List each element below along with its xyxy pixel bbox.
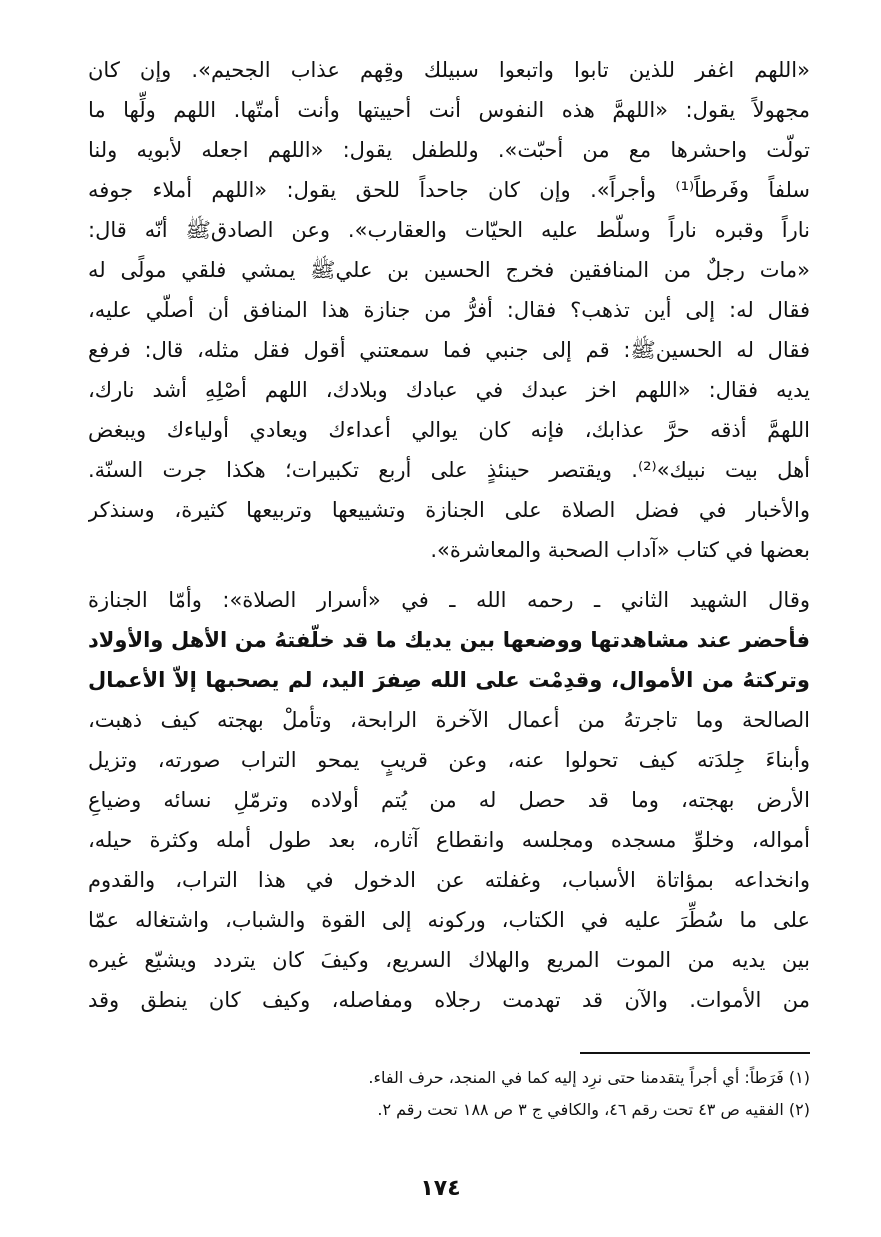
text-line: فقال له: إلى أين تذهب؟ فقال: أفرُّ من جنازة هذا المنافق أن أصلّي عليه،	[88, 298, 810, 322]
text-line: أمواله، وخلوِّ مسجده ومجلسه وانقطاع آثاره، بعد طول أمله وكثرة حيله،	[88, 828, 810, 852]
page-number: ١٧٤	[420, 1176, 461, 1201]
text-line: سلفاً وفَرطاً⁽¹⁾ وأجراً». وإن كان جاحداً للحق يقول: «اللهم أملاء جوفه	[88, 178, 810, 202]
text-line: تولّت واحشرها مع من أحبّت». وللطفل يقول: «اللهم اجعله لأبويه ولنا	[88, 138, 810, 162]
text-line: وانخداعه بمؤاتاة الأسباب، وغفلته عن الدخول في هذا التراب، والقدوم	[88, 868, 810, 892]
text-line: «اللهم اغفر للذين تابوا واتبعوا سبيلك وقِهم عذاب الجحيم». وإن كان	[88, 58, 810, 82]
text-line-bold: فأحضر عند مشاهدتها ووضعها بين يديك ما قد خلّفتهُ من الأهل والأولاد	[88, 628, 810, 652]
text-line: على ما سُطِّرَ عليه في الكتاب، وركونه إلى القوة والشباب، واشتغاله عمّا	[88, 908, 810, 932]
text-line: وأبناءَ جِلدَته كيف تحولوا عنه، وعن قريبٍ يمحو التراب صورته، وتزيل	[88, 748, 810, 772]
footnote-1: (١) فَرَطاً: أي أجراً يتقدمنا حتى نرِد إليه كما في المنجد، حرف الفاء.	[368, 1068, 810, 1087]
text-line: مجهولاً يقول: «اللهمَّ هذه النفوس أنت أحييتها وأنت أمتّها. اللهم ولِّها ما	[88, 98, 810, 122]
text-line: أهل بيت نبيك»⁽²⁾. ويقتصر حينئذٍ على أربع تكبيرات؛ هكذا جرت السنّة.	[88, 458, 810, 482]
text-line: بعضها في كتاب «آداب الصحبة والمعاشرة».	[430, 538, 810, 562]
text-line: وقال الشهيد الثاني ـ رحمه الله ـ في «أسرار الصلاة»: وأمّا الجنازة	[88, 588, 810, 612]
text-line: اللهمَّ أذقه حرَّ عذابك، فإنه كان يوالي أعداءك ويعادي أولياءك ويبغض	[88, 418, 810, 442]
footnote-divider	[580, 1052, 810, 1054]
text-line: «مات رجلٌ من المنافقين فخرج الحسين بن عليﷺ يمشي فلقي مولًى له	[88, 258, 810, 282]
footnote-2: (٢) الفقيه ص ٤٣ تحت رقم ٤٦، والكافي ج ٣ ص ١٨٨ تحت رقم ٢.	[377, 1100, 810, 1119]
text-line: ناراً وقبره ناراً وسلّط عليه الحيّات والعقارب». وعن الصادقﷺ أنّه قال:	[88, 218, 810, 242]
text-line: بين يديه من الموت المريع والهلاك السريع، وكيفَ كان يتردد ويشيّع غيره	[88, 948, 810, 972]
text-line: الصالحة وما تاجرتهُ من أعمال الآخرة الرابحة، وتأملْ بهجته كيف ذهبت،	[88, 708, 810, 732]
text-line: الأرض بهجته، وما قد حصل له من يُتم أولاده وترمّلِ نسائه وضياعِ	[88, 788, 810, 812]
text-line: من الأموات. والآن قد تهدمت رجلاه ومفاصله، وكيف كان ينطق وقد	[88, 988, 810, 1012]
text-line: يديه فقال: «اللهم اخز عبدك في عبادك وبلادك، اللهم أصْلِهِ أشد نارك،	[88, 378, 810, 402]
text-line: فقال له الحسينﷺ: قم إلى جنبي فما سمعتني أقول فقل مثله، قال: فرفع	[88, 338, 810, 362]
text-line-bold: وتركتهُ من الأموال، وقدِمْت على الله صِفرَ اليد، لم يصحبها إلاّ الأعمال	[88, 668, 810, 692]
text-line: والأخبار في فضل الصلاة على الجنازة وتشييعها وتربيعها كثيرة، وسنذكر	[88, 498, 810, 522]
